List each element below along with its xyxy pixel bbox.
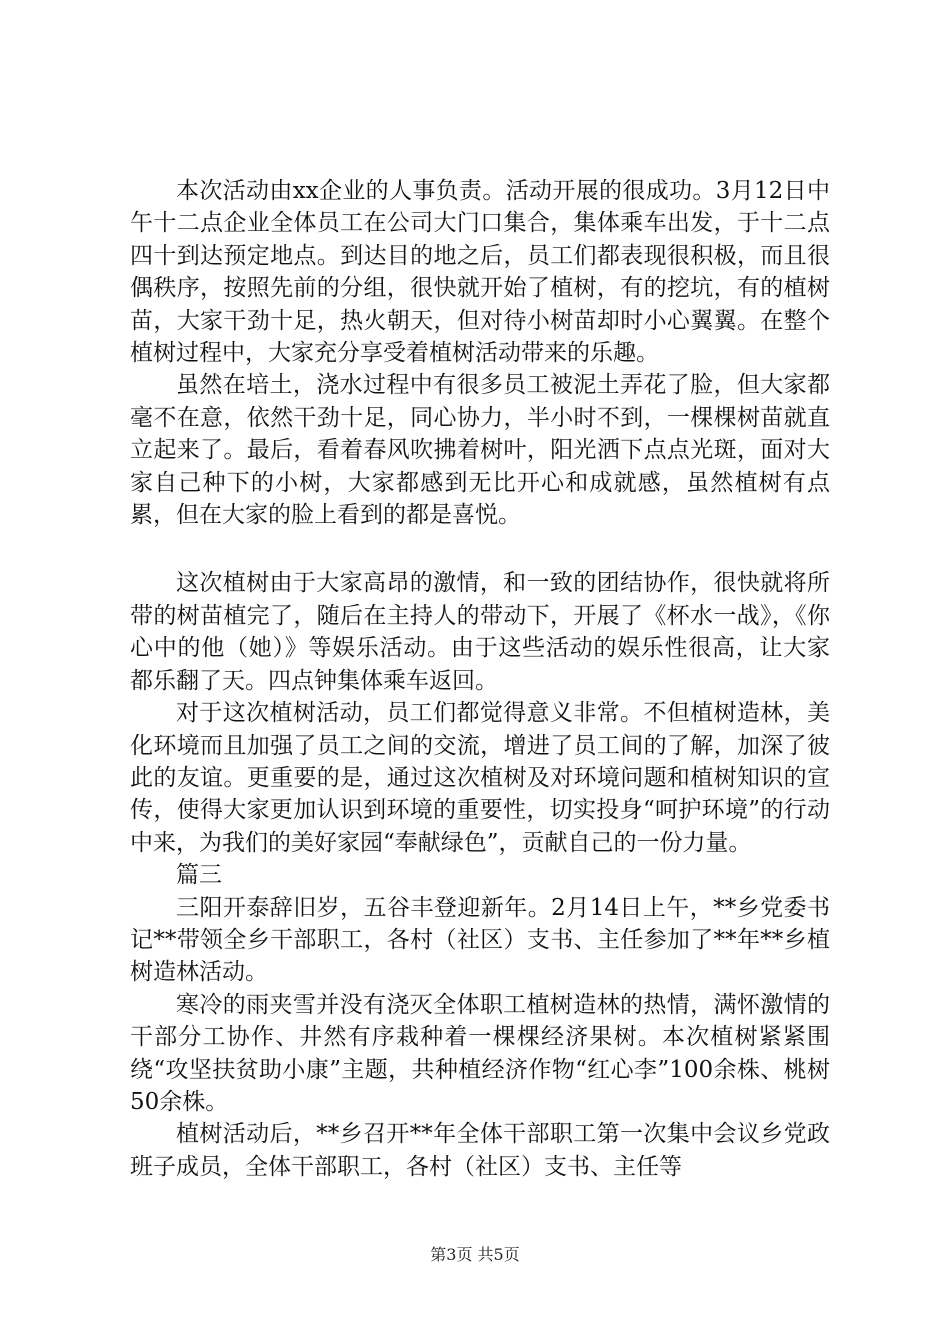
body-paragraph: 虽然在培土，浇水过程中有很多员工被泥土弄花了脸，但大家都毫不在意，依然干劲十足，同心协力，半小时不到，一棵棵树苗就直立起来了。最后，看着春风吹拂着树叶，阳光洒下点点光斑，面对大家自己种下的小树，大家都感到无比开心和成就感，虽然植树有点累，但在大家的脸上看到的都是喜悦。 — [130, 372, 830, 529]
document-body — [130, 175, 830, 1183]
body-paragraph: 这次植树由于大家高昂的激情，和一致的团结协作，很快就将所带的树苗植完了，随后在主持人的带动下，开展了《杯水一战》，《你心中的他（她）》等娱乐活动。由于这些活动的娱乐性很高，让大家都乐翻了天。四点钟集体乘车返回。 — [130, 570, 830, 694]
body-paragraph: 本次活动由xx企业的人事负责。活动开展的很成功。3月12日中午十二点企业全体员工在公司大门口集合，集体乘车出发，于十二点四十到达预定地点。到达目的地之后，员工们都表现很积极，而且很偶秩序，按照先前的分组，很快就开始了植树，有的挖坑，有的植树苗，大家干劲十足，热火朝天，但对待小树苗却时小心翼翼。在整个植树过程中，大家充分享受着植树活动带来的乐趣。 — [130, 178, 830, 367]
page-number: 第3页 共5页 — [430, 1245, 520, 1264]
section-heading: 篇三 — [176, 862, 222, 889]
body-paragraph: 寒冷的雨夹雪并没有浇灭全体职工植树造林的热情，满怀激情的干部分工协作、井然有序栽种着一棵棵经济果树。本次植树紧紧围绕“攻坚扶贫助小康”主题，共种植经济作物“红心李”100余株、桃树50余株。 — [130, 991, 830, 1115]
body-paragraph: 对于这次植树活动，员工们都觉得意义非常。不但植树造林，美化环境而且加强了员工之间的交流，增进了员工间的了解，加深了彼此的友谊。更重要的是，通过这次植树及对环境问题和植树知识的宣传，使得大家更加认识到环境的重要性，切实投身“呵护环境”的行动中来，为我们的美好家园“奉献绿色”，贡献自己的一份力量。 — [130, 700, 830, 856]
page-footer — [0, 1245, 950, 1265]
body-paragraph: 植树活动后，**乡召开**年全体干部职工第一次集中会议乡党政班子成员，全体干部职工，各村（社区）支书、主任等 — [130, 1121, 830, 1180]
body-paragraph: 三阳开泰辞旧岁，五谷丰登迎新年。2月14日上午，**乡党委书记**带领全乡干部职工，各村（社区）支书、主任参加了**年**乡植树造林活动。 — [130, 894, 830, 986]
